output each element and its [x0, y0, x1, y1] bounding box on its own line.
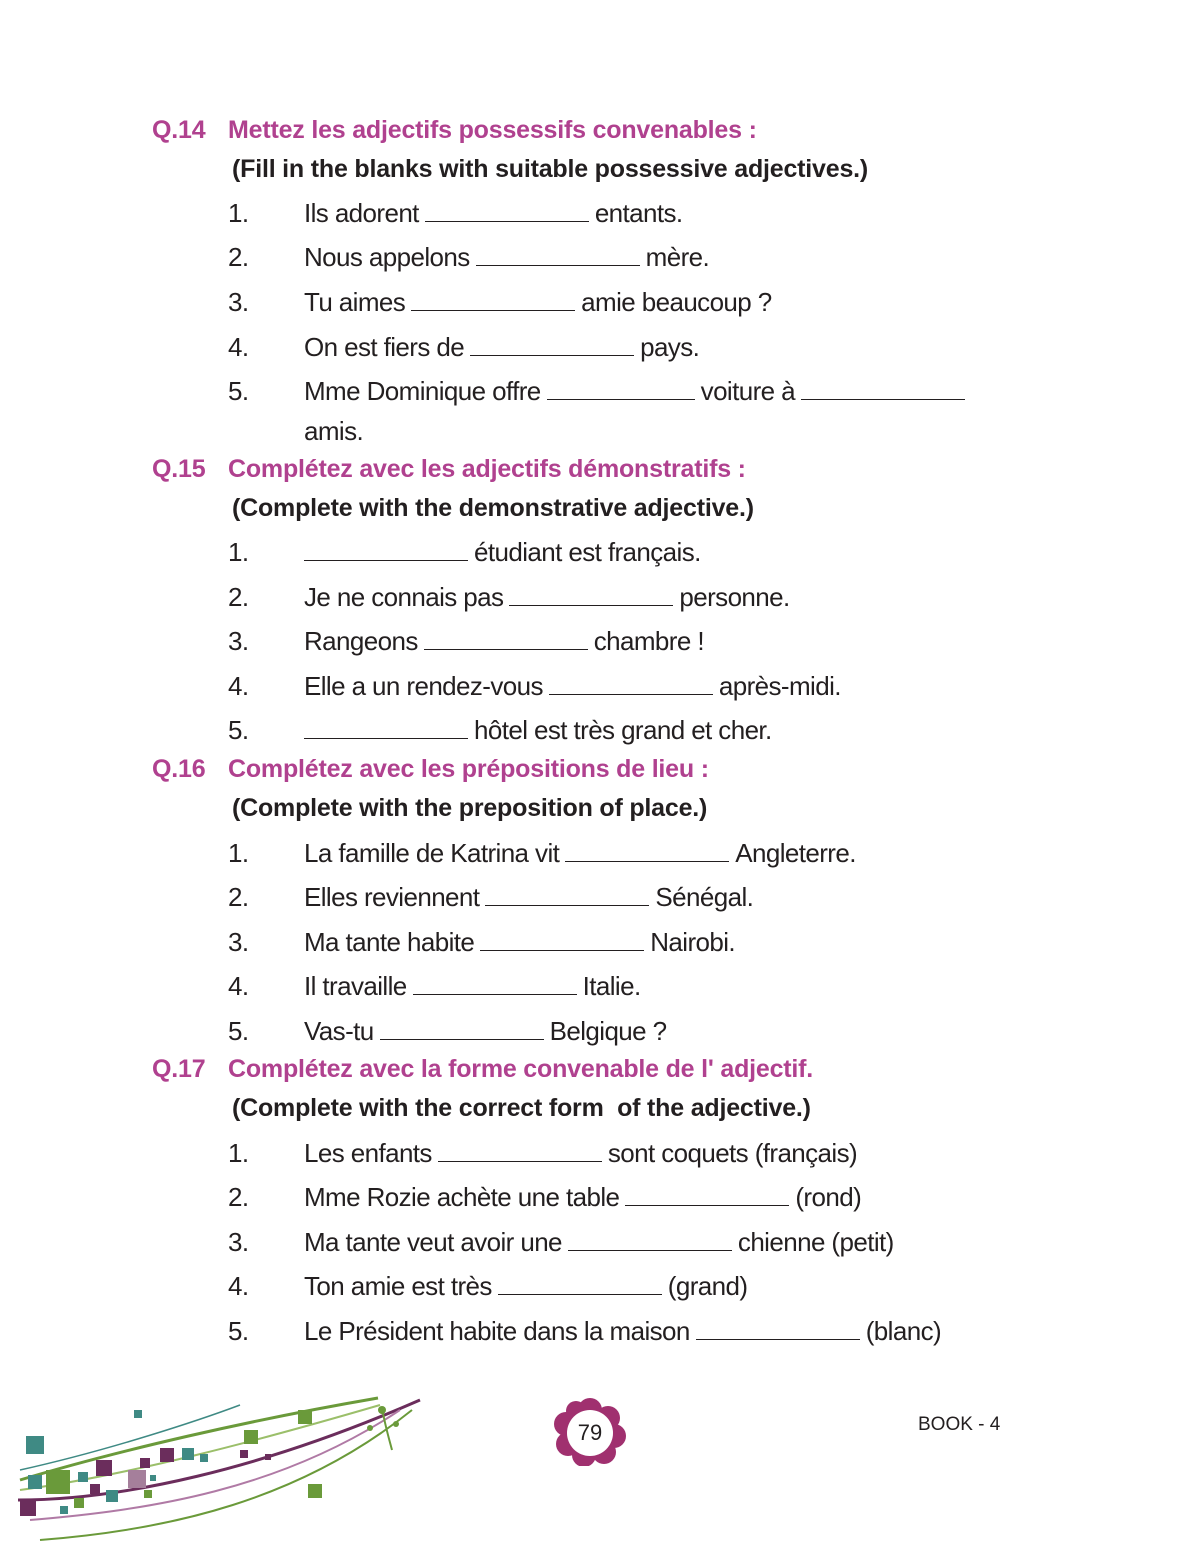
- item-number: 4.: [228, 671, 249, 701]
- item-text: Elle a un rendez-vous: [304, 671, 543, 701]
- answer-blank[interactable]: [413, 972, 577, 995]
- q16-title: [152, 755, 709, 784]
- item-number: 3.: [228, 1227, 249, 1257]
- item-number: 4.: [228, 1271, 249, 1301]
- book-label: BOOK - 4: [918, 1414, 1001, 1435]
- answer-blank[interactable]: [438, 1139, 602, 1162]
- item-text: Nairobi.: [650, 927, 736, 957]
- q15-number: Q.15: [152, 455, 206, 483]
- item-text: Ma tante veut avoir une: [304, 1227, 562, 1257]
- item-text: amie beaucoup ?: [581, 287, 772, 317]
- answer-blank[interactable]: [425, 199, 589, 222]
- item-text: Belgique ?: [549, 1016, 667, 1046]
- item-text: (blanc): [865, 1316, 942, 1346]
- q14-subtitle: (Fill in the blanks with suitable possessive adjectives.): [232, 155, 869, 183]
- answer-blank[interactable]: [801, 377, 965, 400]
- answer-blank[interactable]: [565, 839, 729, 862]
- answer-blank[interactable]: [470, 333, 634, 356]
- item-number: 1.: [228, 838, 249, 868]
- item-text: mère.: [645, 242, 710, 272]
- item-text: Il travaille: [304, 971, 407, 1001]
- item-number: 4.: [228, 971, 249, 1001]
- item-number: 3.: [228, 287, 249, 317]
- answer-blank[interactable]: [485, 883, 649, 906]
- item-number: 2.: [228, 1182, 249, 1212]
- item-number: 4.: [228, 332, 249, 362]
- q14-title-text: Mettez les adjectifs possessifs convenables :: [228, 116, 757, 144]
- item-text: Nous appelons: [304, 242, 470, 272]
- answer-blank[interactable]: [380, 1017, 544, 1040]
- answer-blank[interactable]: [568, 1228, 732, 1251]
- floral-decoration-icon: [0, 1380, 440, 1550]
- item-text: après-midi.: [718, 671, 841, 701]
- item-number: 5.: [228, 1016, 249, 1046]
- item-text: Elles reviennent: [304, 882, 480, 912]
- page-number: 79: [577, 1420, 603, 1445]
- item-text: étudiant est français.: [474, 537, 701, 567]
- item-text: Mme Rozie achète une table: [304, 1182, 620, 1212]
- answer-blank[interactable]: [696, 1317, 860, 1340]
- item-text: chienne (petit): [737, 1227, 894, 1257]
- item-text: chambre !: [593, 626, 704, 656]
- item-number: 1.: [228, 1138, 249, 1168]
- item-number: 5.: [228, 715, 249, 745]
- item-number: 3.: [228, 927, 249, 957]
- item-text: (rond): [795, 1182, 862, 1212]
- q14-number: Q.14: [152, 116, 206, 144]
- answer-blank[interactable]: [480, 928, 644, 951]
- item-text: Ton amie est très: [304, 1271, 492, 1301]
- q17-subtitle: (Complete with the correct form of the adjective.): [232, 1094, 811, 1122]
- item-text: (grand): [667, 1271, 748, 1301]
- item-text: Les enfants: [304, 1138, 432, 1168]
- item-text: sont coquets (français): [607, 1138, 858, 1168]
- item-number: 2.: [228, 242, 249, 272]
- page-number-badge: [554, 1398, 626, 1466]
- item-text: La famille de Katrina vit: [304, 838, 560, 868]
- answer-blank[interactable]: [547, 377, 695, 400]
- item-text: Je ne connais pas: [304, 582, 504, 612]
- item-text: Ma tante habite: [304, 927, 475, 957]
- item-text: Tu aimes: [304, 287, 406, 317]
- item-number: 3.: [228, 626, 249, 656]
- item-text: voiture à: [700, 376, 795, 406]
- item-number: 2.: [228, 882, 249, 912]
- answer-blank[interactable]: [509, 583, 673, 606]
- q16-number: Q.16: [152, 755, 206, 783]
- answer-blank[interactable]: [411, 288, 575, 311]
- answer-blank[interactable]: [424, 627, 588, 650]
- item-text: Vas-tu: [304, 1016, 374, 1046]
- item-text: Sénégal.: [655, 882, 754, 912]
- item-text: Italie.: [582, 971, 641, 1001]
- q17-number: Q.17: [152, 1055, 206, 1083]
- item-text: Le Président habite dans la maison: [304, 1316, 690, 1346]
- item-number: 5.: [228, 376, 249, 406]
- q14-title: [152, 116, 757, 145]
- q17-title-text: Complétez avec la forme convenable de l' adjectif.: [228, 1055, 814, 1083]
- item-text: hôtel est très grand et cher.: [474, 715, 772, 745]
- answer-blank[interactable]: [498, 1272, 662, 1295]
- item-number: 1.: [228, 198, 249, 228]
- item-text: Mme Dominique offre: [304, 376, 541, 406]
- q14-item-5-continued: amis.: [304, 416, 364, 446]
- q16-subtitle: (Complete with the preposition of place.): [232, 794, 708, 822]
- answer-blank[interactable]: [549, 672, 713, 695]
- item-text: On est fiers de: [304, 332, 465, 362]
- item-text: Angleterre.: [735, 838, 856, 868]
- item-number: 1.: [228, 537, 249, 567]
- item-text: personne.: [679, 582, 790, 612]
- q15-title-text: Complétez avec les adjectifs démonstratifs :: [228, 455, 746, 483]
- answer-blank[interactable]: [304, 716, 468, 739]
- answer-blank[interactable]: [304, 538, 468, 561]
- q15-title: [152, 455, 746, 484]
- item-text: entants.: [594, 198, 683, 228]
- item-text: Ils adorent: [304, 198, 419, 228]
- item-number: 2.: [228, 582, 249, 612]
- q16-title-text: Complétez avec les prépositions de lieu :: [228, 755, 709, 783]
- answer-blank[interactable]: [625, 1183, 789, 1206]
- item-number: 5.: [228, 1316, 249, 1346]
- q15-subtitle: (Complete with the demonstrative adjective.): [232, 494, 754, 522]
- item-text: Rangeons: [304, 626, 418, 656]
- item-text: pays.: [640, 332, 700, 362]
- q17-title: [152, 1055, 813, 1084]
- answer-blank[interactable]: [476, 243, 640, 266]
